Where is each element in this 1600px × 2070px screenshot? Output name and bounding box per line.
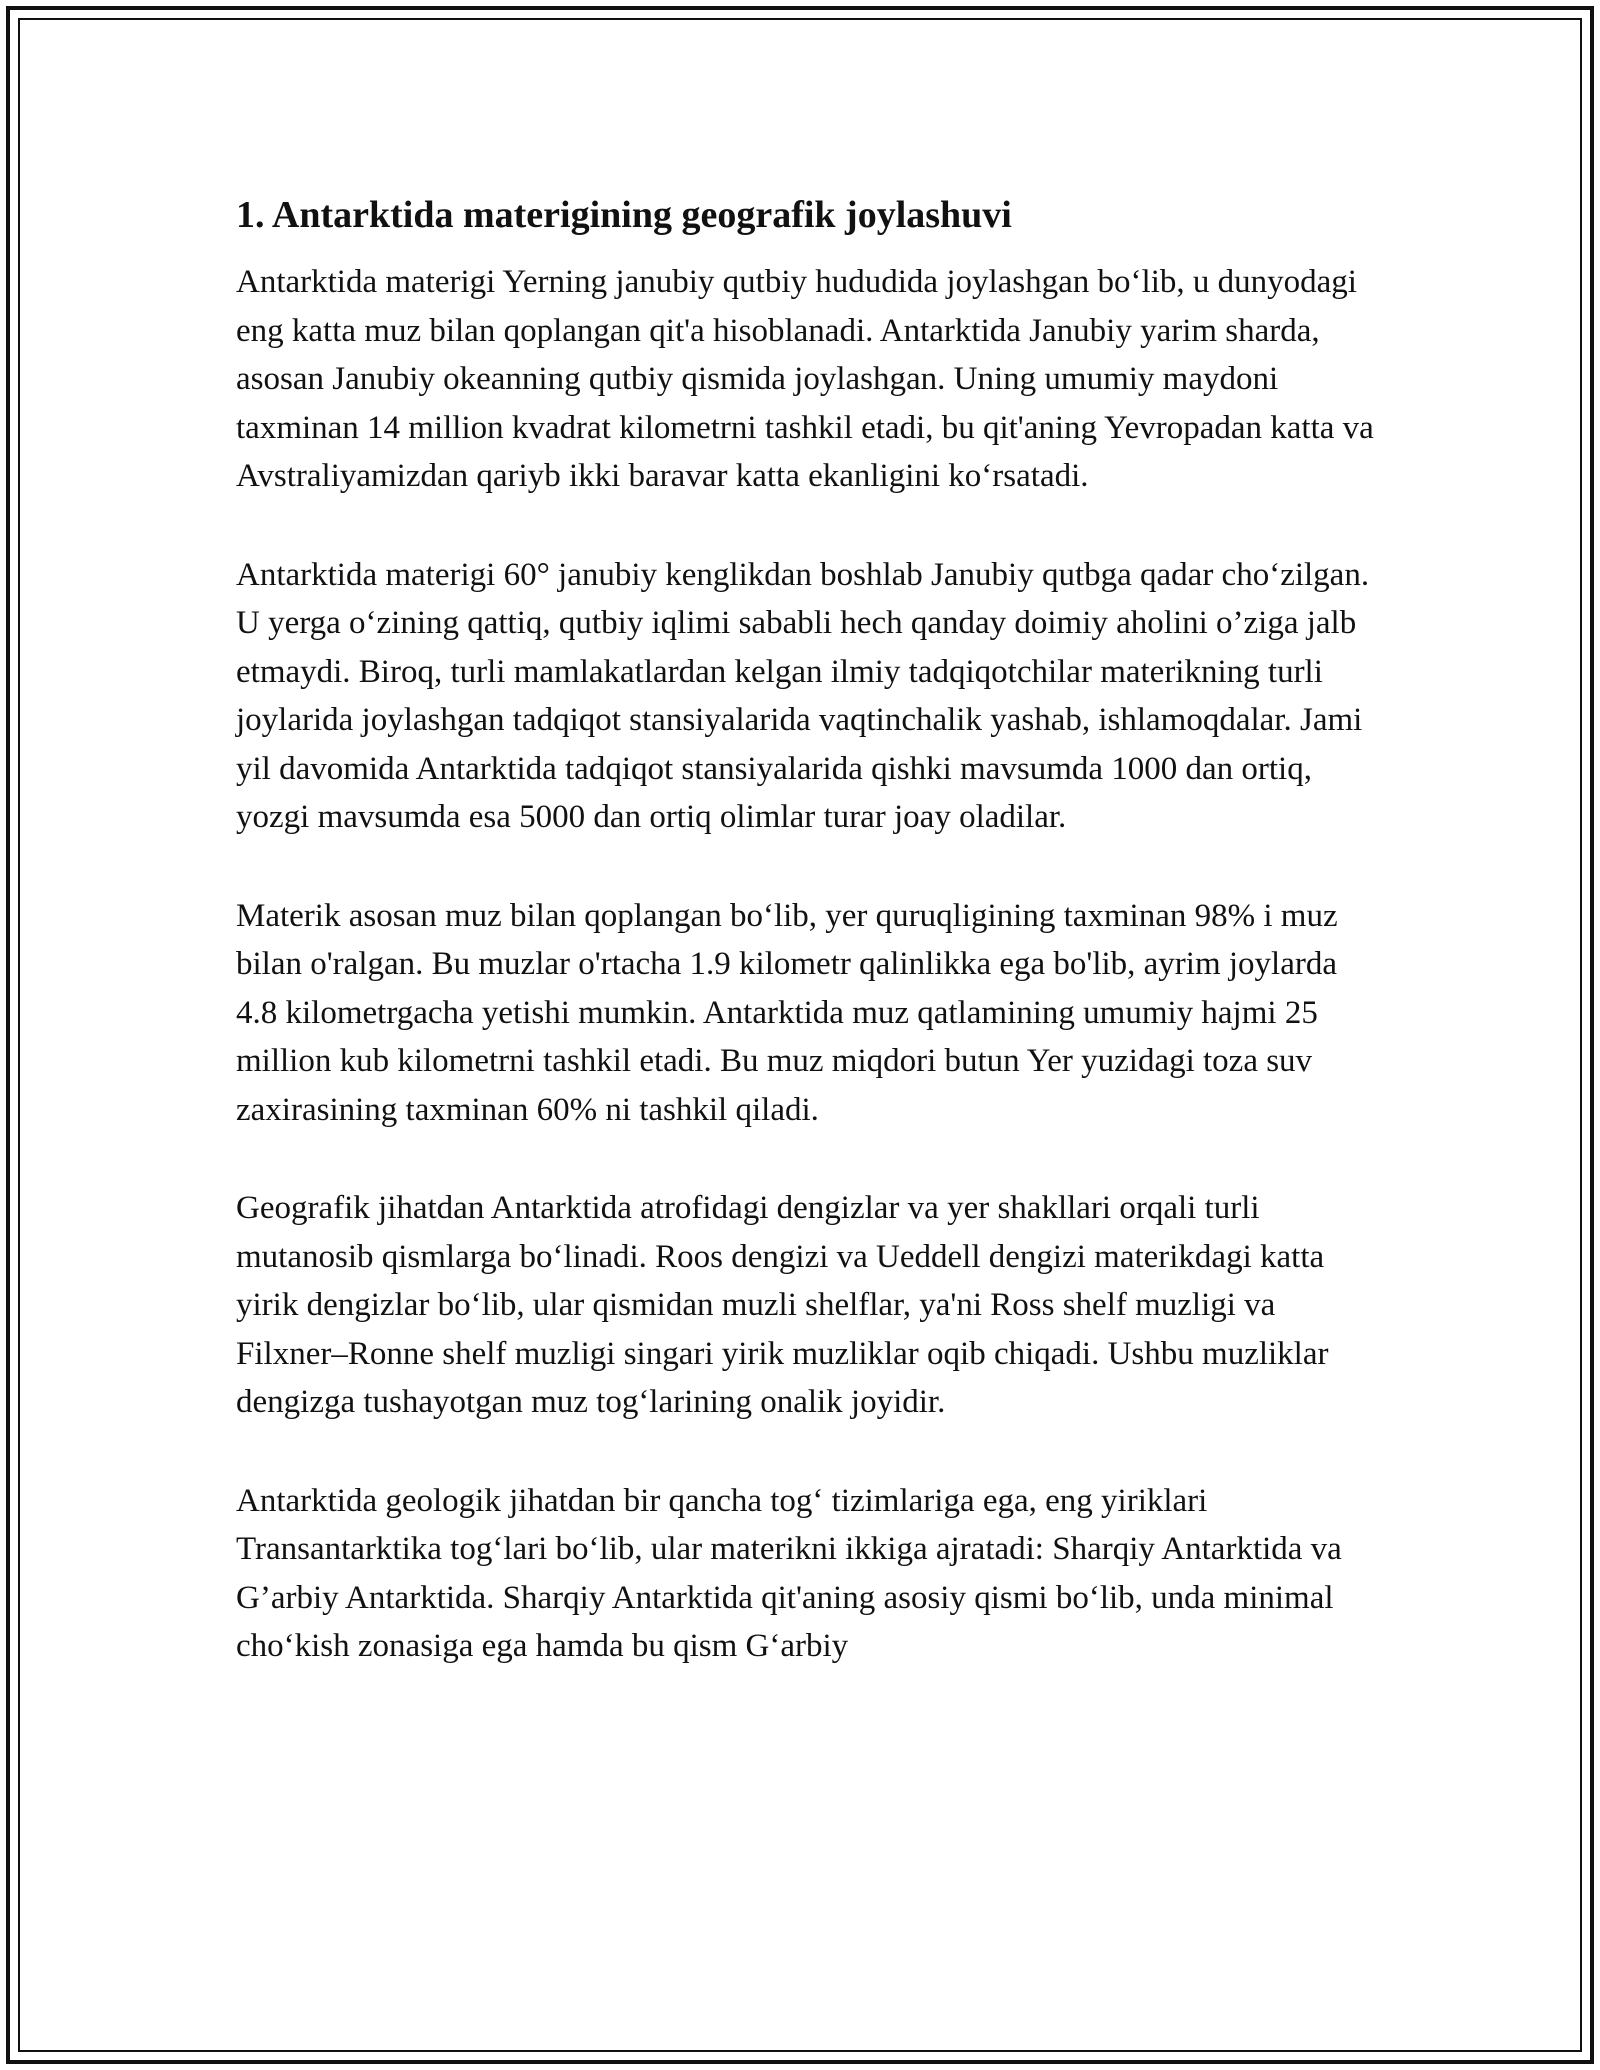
paragraph-latitude-population: Antarktida materigi 60° janubiy kenglikdan boshlab Janubiy qutbga qadar cho‘zilgan. U yerga o‘zining qattiq, qutbiy iqlimi sababli hech qanday doimiy aholini o’ziga jalb etmaydi. Biroq, turli mamlakatlardan kelgan ilmiy tadqiqotchilar materikning turli joylarida joylashgan tadqiqot stansiyalarida vaqtinchalik yashab, ishlamoqdalar. Jami yil davomida Antarktida tadqiqot stansiyalarida qishki mavsumda 1000 dan ortiq, yozgi mavsumda esa 5000 dan ortiq olimlar turar joay oladilar. <box>236 556 1370 835</box>
section-heading: 1. Antarktida materigining geografik joylashuvi <box>236 194 1012 236</box>
paragraph-ice-cover: Materik asosan muz bilan qoplangan bo‘lib, yer quruqligining taxminan 98% i muz bilan o'ralgan. Bu muzlar o'rtacha 1.9 kilometr qalinlikka ega bo'lib, ayrim joylarda 4.8 kilometrgacha yetishi mumkin. Antarktida muz qatlamining umumiy hajmi 25 million kub kilometrni tashkil etadi. Bu muz miqdori butun Yer yuzidagi toza suv zaxirasining taxminan 60% ni tashkil qiladi. <box>236 897 1338 1128</box>
paragraph-location: Antarktida materigi Yerning janubiy qutbiy hududida joylashgan bo‘lib, u dunyodagi eng katta muz bilan qoplangan qit'a hisoblanadi. Antarktida Janubiy yarim sharda, asosan Janubiy okeanning qutbiy qismida joylashgan. Uning umumiy maydoni taxminan 14 million kvadrat kilometrni tashkil etadi, bu qit'aning Yevropadan katta va Avstraliyamizdan qariyb ikki baravar katta ekanligini ko‘rsatadi. <box>236 264 1374 494</box>
document-body <box>236 190 1376 1721</box>
paragraph-mountains: Antarktida geologik jihatdan bir qancha tog‘ tizimlariga ega, eng yiriklari Transantarktika tog‘lari bo‘lib, ular materikni ikkiga ajratadi: Sharqiy Antarktida va G’arbiy Antarktida. Sharqiy Antarktida qit'aning asosiy qismi bo‘lib, unda minimal cho‘kish zonasiga ega hamda bu qism G‘arbiy <box>236 1482 1342 1664</box>
paragraph-seas-shelves: Geografik jihatdan Antarktida atrofidagi dengizlar va yer shakllari orqali turli mutanosib qismlarga bo‘linadi. Roos dengizi va Ueddell dengizi materikdagi katta yirik dengizlar bo‘lib, ular qismidan muzli shelflar, ya'ni Ross shelf muzligi va Filxner–Ronne shelf muzligi singari yirik muzliklar oqib chiqadi. Ushbu muzliklar dengizga tushayotgan muz tog‘larining onalik joyidir. <box>236 1190 1329 1420</box>
